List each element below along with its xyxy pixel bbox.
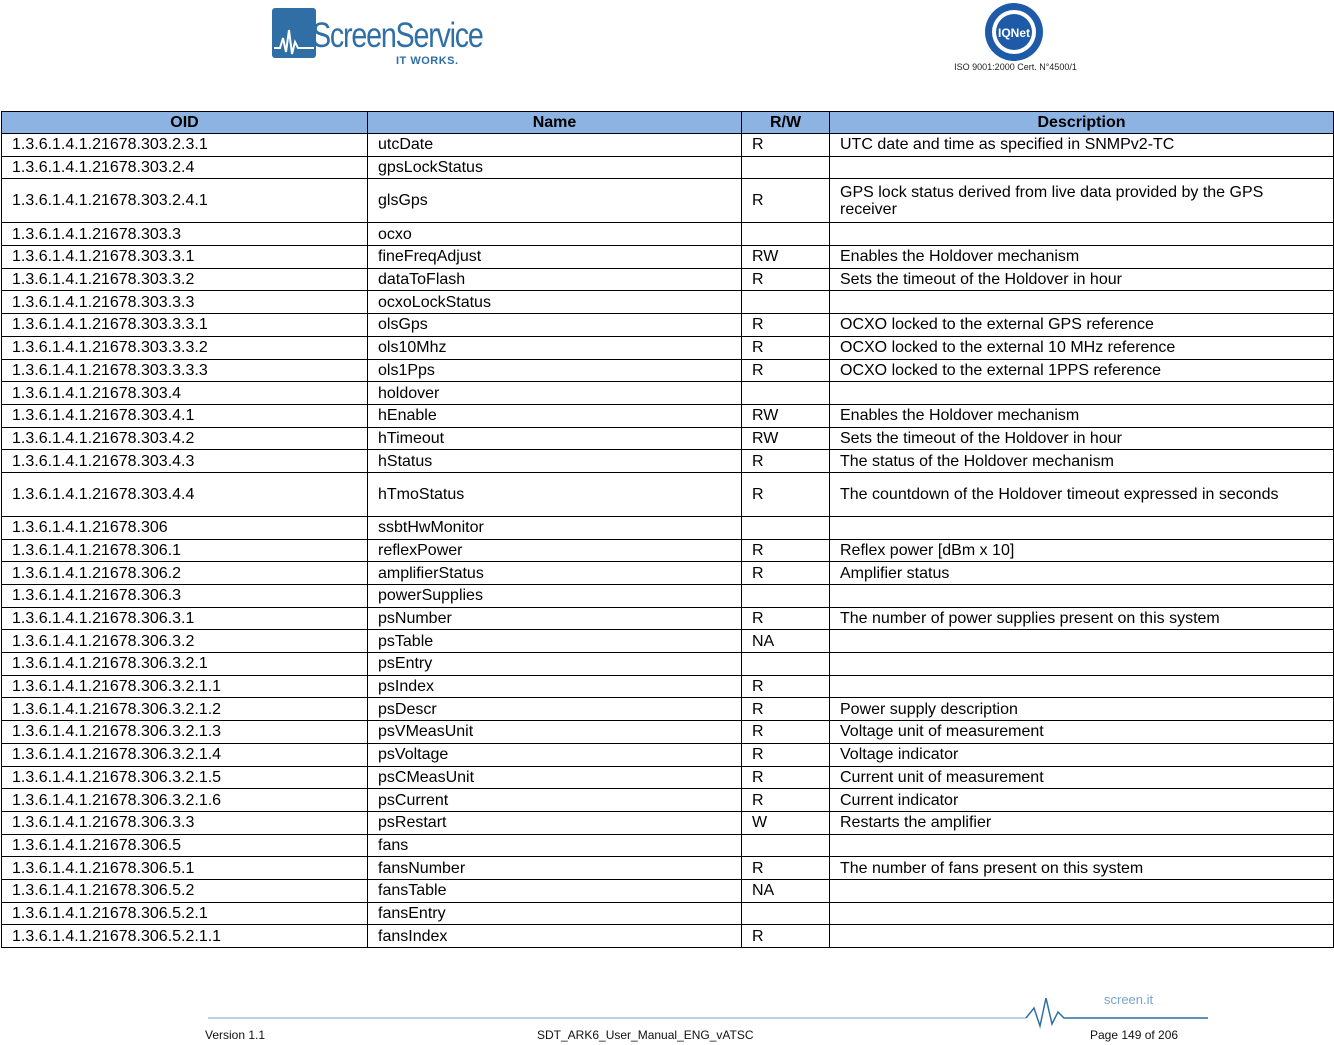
name-cell: ols1Pps [368, 359, 742, 382]
oid-cell: 1.3.6.1.4.1.21678.306.3.2.1.6 [2, 789, 368, 812]
table-row [2, 516, 1334, 539]
name-cell: ocxo [368, 223, 742, 246]
column-header-name: Name [368, 112, 742, 134]
footer-wave-line [208, 990, 1208, 1030]
rw-cell: R [742, 336, 830, 359]
name-cell: psDescr [368, 698, 742, 721]
rw-cell: R [742, 766, 830, 789]
rw-cell: R [742, 472, 830, 516]
oid-cell: 1.3.6.1.4.1.21678.303.3.2 [2, 268, 368, 291]
rw-cell: R [742, 268, 830, 291]
description-cell [830, 675, 1334, 698]
oid-cell: 1.3.6.1.4.1.21678.306.3.2.1.1 [2, 675, 368, 698]
oid-cell: 1.3.6.1.4.1.21678.306.3.2 [2, 630, 368, 653]
description-cell [830, 585, 1334, 608]
oid-cell: 1.3.6.1.4.1.21678.306.3.1 [2, 607, 368, 630]
oid-cell: 1.3.6.1.4.1.21678.306.3.2.1.3 [2, 721, 368, 744]
table-row [2, 607, 1334, 630]
oid-cell: 1.3.6.1.4.1.21678.306.5.2 [2, 879, 368, 902]
iso-certificate-text: ISO 9001:2000 Cert. N°4500/1 [954, 62, 1077, 72]
description-cell: The number of fans present on this system [830, 857, 1334, 880]
name-cell: psCMeasUnit [368, 766, 742, 789]
oid-cell: 1.3.6.1.4.1.21678.306.3.2.1.5 [2, 766, 368, 789]
rw-cell: R [742, 134, 830, 157]
company-logo [272, 8, 483, 70]
description-cell: GPS lock status derived from live data provided by the GPS receiver [830, 179, 1334, 223]
oid-cell: 1.3.6.1.4.1.21678.303.3.1 [2, 246, 368, 269]
description-cell [830, 516, 1334, 539]
table-row [2, 766, 1334, 789]
description-cell: OCXO locked to the external 10 MHz reference [830, 336, 1334, 359]
logo-name: ScreenService [312, 16, 483, 55]
rw-cell: R [742, 314, 830, 337]
description-cell: OCXO locked to the external GPS reference [830, 314, 1334, 337]
table-row [2, 382, 1334, 405]
rw-cell [742, 223, 830, 246]
table-row [2, 134, 1334, 157]
description-cell: Restarts the amplifier [830, 811, 1334, 834]
oid-cell: 1.3.6.1.4.1.21678.303.4.1 [2, 404, 368, 427]
rw-cell [742, 516, 830, 539]
rw-cell: R [742, 562, 830, 585]
name-cell: powerSupplies [368, 585, 742, 608]
table-header-row [2, 112, 1334, 134]
name-cell: ols10Mhz [368, 336, 742, 359]
name-cell: psVoltage [368, 743, 742, 766]
name-cell: fansEntry [368, 902, 742, 925]
rw-cell [742, 653, 830, 676]
description-cell: Sets the timeout of the Holdover in hour [830, 427, 1334, 450]
rw-cell: R [742, 925, 830, 948]
oid-cell: 1.3.6.1.4.1.21678.306.3.3 [2, 811, 368, 834]
rw-cell [742, 382, 830, 405]
name-cell: hTimeout [368, 427, 742, 450]
oid-table [1, 111, 1334, 948]
table-row [2, 246, 1334, 269]
rw-cell: W [742, 811, 830, 834]
oid-cell: 1.3.6.1.4.1.21678.306.5.1 [2, 857, 368, 880]
name-cell: dataToFlash [368, 268, 742, 291]
rw-cell [742, 585, 830, 608]
oid-cell: 1.3.6.1.4.1.21678.306.3.2.1.4 [2, 743, 368, 766]
description-cell: Enables the Holdover mechanism [830, 246, 1334, 269]
description-cell: Power supply description [830, 698, 1334, 721]
rw-cell: R [742, 698, 830, 721]
table-row [2, 539, 1334, 562]
rw-cell: R [742, 789, 830, 812]
table-body [2, 134, 1334, 948]
name-cell: amplifierStatus [368, 562, 742, 585]
name-cell: psIndex [368, 675, 742, 698]
description-cell [830, 653, 1334, 676]
description-cell [830, 223, 1334, 246]
name-cell: hEnable [368, 404, 742, 427]
description-cell [830, 291, 1334, 314]
description-cell: The countdown of the Holdover timeout expressed in seconds [830, 472, 1334, 516]
name-cell: holdover [368, 382, 742, 405]
oid-cell: 1.3.6.1.4.1.21678.306.3.2.1.2 [2, 698, 368, 721]
description-cell: The number of power supplies present on this system [830, 607, 1334, 630]
rw-cell: NA [742, 879, 830, 902]
cert-label: IQNet [997, 26, 1031, 40]
oid-cell: 1.3.6.1.4.1.21678.303.3.3.3 [2, 359, 368, 382]
description-cell: Reflex power [dBm x 10] [830, 539, 1334, 562]
name-cell: hTmoStatus [368, 472, 742, 516]
description-cell [830, 156, 1334, 179]
table-row [2, 336, 1334, 359]
rw-cell: R [742, 675, 830, 698]
table-row [2, 359, 1334, 382]
name-cell: gpsLockStatus [368, 156, 742, 179]
name-cell: psRestart [368, 811, 742, 834]
rw-cell: RW [742, 246, 830, 269]
description-cell [830, 630, 1334, 653]
description-cell [830, 925, 1334, 948]
rw-cell [742, 834, 830, 857]
description-cell: UTC date and time as specified in SNMPv2-TC [830, 134, 1334, 157]
column-header-oid: OID [2, 112, 368, 134]
table-row [2, 811, 1334, 834]
table-row [2, 630, 1334, 653]
rw-cell: R [742, 857, 830, 880]
table-row [2, 404, 1334, 427]
oid-cell: 1.3.6.1.4.1.21678.303.3 [2, 223, 368, 246]
name-cell: fansTable [368, 879, 742, 902]
table-row [2, 179, 1334, 223]
name-cell: psTable [368, 630, 742, 653]
rw-cell [742, 902, 830, 925]
description-cell: OCXO locked to the external 1PPS reference [830, 359, 1334, 382]
description-cell: The status of the Holdover mechanism [830, 450, 1334, 473]
oid-cell: 1.3.6.1.4.1.21678.306.5 [2, 834, 368, 857]
oid-cell: 1.3.6.1.4.1.21678.306.5.2.1 [2, 902, 368, 925]
description-cell: Amplifier status [830, 562, 1334, 585]
rw-cell: R [742, 743, 830, 766]
description-cell: Current indicator [830, 789, 1334, 812]
description-cell: Voltage unit of measurement [830, 721, 1334, 744]
table-row [2, 902, 1334, 925]
oid-cell: 1.3.6.1.4.1.21678.303.2.3.1 [2, 134, 368, 157]
oid-cell: 1.3.6.1.4.1.21678.306.1 [2, 539, 368, 562]
rw-cell: R [742, 721, 830, 744]
footer-version: Version 1.1 [205, 1028, 266, 1042]
footer-screen-it-logo: screen.it [1104, 992, 1154, 1007]
table-row [2, 925, 1334, 948]
name-cell: psVMeasUnit [368, 721, 742, 744]
table-row [2, 427, 1334, 450]
rw-cell [742, 291, 830, 314]
rw-cell: R [742, 607, 830, 630]
rw-cell: RW [742, 427, 830, 450]
oid-cell: 1.3.6.1.4.1.21678.303.2.4 [2, 156, 368, 179]
column-header-rw: R/W [742, 112, 830, 134]
name-cell: psNumber [368, 607, 742, 630]
footer-page-number: Page 149 of 206 [1090, 1028, 1179, 1042]
table-row [2, 268, 1334, 291]
oid-cell: 1.3.6.1.4.1.21678.306 [2, 516, 368, 539]
description-cell [830, 902, 1334, 925]
oid-cell: 1.3.6.1.4.1.21678.306.3 [2, 585, 368, 608]
description-cell [830, 834, 1334, 857]
iqnet-certification-icon [984, 2, 1044, 62]
table-row [2, 857, 1334, 880]
oid-cell: 1.3.6.1.4.1.21678.303.4 [2, 382, 368, 405]
oid-cell: 1.3.6.1.4.1.21678.306.2 [2, 562, 368, 585]
name-cell: ssbtHwMonitor [368, 516, 742, 539]
name-cell: fansNumber [368, 857, 742, 880]
table-row [2, 675, 1334, 698]
name-cell: ocxoLockStatus [368, 291, 742, 314]
table-row [2, 789, 1334, 812]
oid-cell: 1.3.6.1.4.1.21678.303.3.3 [2, 291, 368, 314]
name-cell: fineFreqAdjust [368, 246, 742, 269]
table-row [2, 291, 1334, 314]
table-row [2, 314, 1334, 337]
oid-cell: 1.3.6.1.4.1.21678.306.3.2.1 [2, 653, 368, 676]
name-cell: reflexPower [368, 539, 742, 562]
table-row [2, 698, 1334, 721]
logo-tagline: IT WORKS. [396, 55, 459, 67]
description-cell [830, 879, 1334, 902]
name-cell: fansIndex [368, 925, 742, 948]
oid-cell: 1.3.6.1.4.1.21678.303.2.4.1 [2, 179, 368, 223]
oid-cell: 1.3.6.1.4.1.21678.303.4.2 [2, 427, 368, 450]
description-cell: Enables the Holdover mechanism [830, 404, 1334, 427]
oid-cell: 1.3.6.1.4.1.21678.306.5.2.1.1 [2, 925, 368, 948]
rw-cell: R [742, 450, 830, 473]
oid-cell: 1.3.6.1.4.1.21678.303.4.3 [2, 450, 368, 473]
table-row [2, 223, 1334, 246]
table-row [2, 156, 1334, 179]
oid-cell: 1.3.6.1.4.1.21678.303.4.4 [2, 472, 368, 516]
name-cell: psEntry [368, 653, 742, 676]
table-row [2, 721, 1334, 744]
column-header-description: Description [830, 112, 1334, 134]
description-cell: Voltage indicator [830, 743, 1334, 766]
table-row [2, 585, 1334, 608]
table-row [2, 450, 1334, 473]
rw-cell [742, 156, 830, 179]
name-cell: psCurrent [368, 789, 742, 812]
rw-cell: R [742, 179, 830, 223]
rw-cell: R [742, 359, 830, 382]
name-cell: glsGps [368, 179, 742, 223]
rw-cell: NA [742, 630, 830, 653]
oid-cell: 1.3.6.1.4.1.21678.303.3.3.2 [2, 336, 368, 359]
table-row [2, 562, 1334, 585]
table-row [2, 472, 1334, 516]
name-cell: utcDate [368, 134, 742, 157]
oid-cell: 1.3.6.1.4.1.21678.303.3.3.1 [2, 314, 368, 337]
logo-wave-icon [272, 8, 316, 58]
description-cell: Sets the timeout of the Holdover in hour [830, 268, 1334, 291]
description-cell [830, 382, 1334, 405]
table-row [2, 743, 1334, 766]
table-row [2, 653, 1334, 676]
name-cell: fans [368, 834, 742, 857]
description-cell: Current unit of measurement [830, 766, 1334, 789]
name-cell: olsGps [368, 314, 742, 337]
footer-document-name: SDT_ARK6_User_Manual_ENG_vATSC [537, 1028, 754, 1042]
rw-cell: RW [742, 404, 830, 427]
rw-cell: R [742, 539, 830, 562]
table-row [2, 834, 1334, 857]
name-cell: hStatus [368, 450, 742, 473]
table-row [2, 879, 1334, 902]
